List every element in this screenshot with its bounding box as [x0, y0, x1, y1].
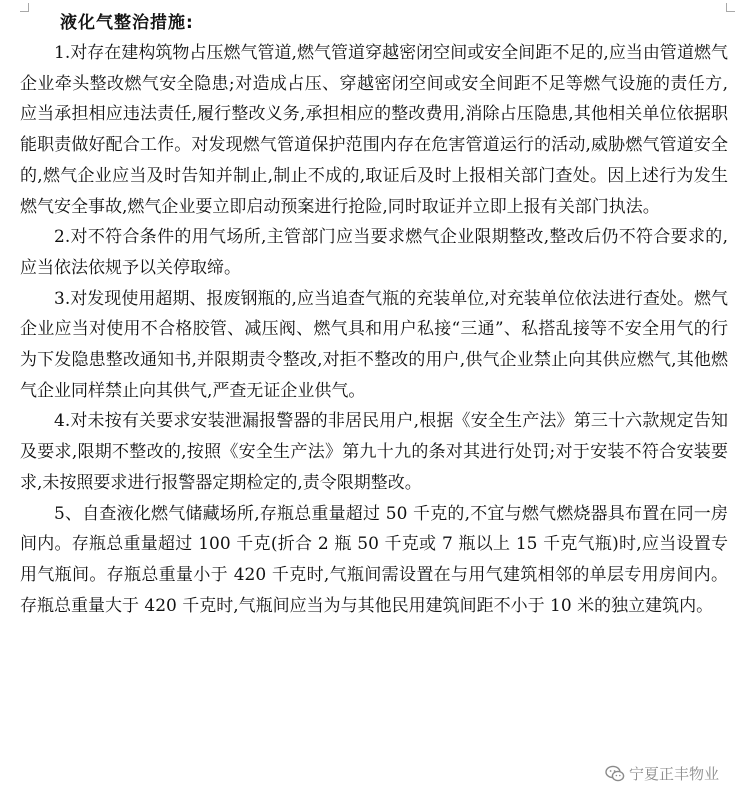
- wechat-icon: [605, 765, 625, 783]
- paragraph-4: 4.对未按有关要求安装泄漏报警器的非居民用户,根据《安全生产法》第三十六款规定告知及要求,限期不整改的,按照《安全生产法》第九十九的条对其进行处罚;对于安装不符合安装要求,未按照要求进行报警器定期检定的,责令限期整改。: [20, 411, 728, 493]
- margin-corner-mark: [726, 3, 735, 12]
- paragraph-3: 3.对发现使用超期、报废钢瓶的,应当追查气瓶的充装单位,对充装单位依法进行查处。燃气企业应当对使用不合格胶管、减压阀、燃气具和用户私接“三通”、私搭乱接等不安全用气的行为下发隐患整改通知书,并限期责令整改,对拒不整改的用户,供气企业禁止向其供应燃气,其他燃气企业同样禁止向其供气,严查无证企业供气。: [20, 288, 728, 401]
- paragraph-5: 5、自查液化燃气储藏场所,存瓶总重量超过 50 千克的,不宜与燃气燃烧器具布置在同一房间内。存瓶总重量超过 100 千克(折合 2 瓶 50 千克或 7 瓶以上 15 千克气瓶)时,应当设置专用气瓶间。存瓶总重量小于 420 千克时,气瓶间需设置在与用气建筑相邻的单层专用房间内。存瓶总重量大于 420 千克时,气瓶间应当为与其他民用建筑间距不小于 10 米的独立建筑内。: [20, 503, 728, 616]
- section-heading: 液化气整治措施:: [60, 13, 194, 33]
- watermark-text: 宁夏正丰物业: [628, 765, 719, 783]
- margin-corner-mark: [20, 3, 29, 12]
- paragraph-2: 2.对不符合条件的用气场所,主管部门应当要求燃气企业限期整改,整改后仍不符合要求的,应当依法依规予以关停取缔。: [20, 227, 728, 278]
- watermark: [605, 763, 719, 784]
- paragraph-1: 1.对存在建构筑物占压燃气管道,燃气管道穿越密闭空间或安全间距不足的,应当由管道燃气企业牵头整改燃气安全隐患;对造成占压、穿越密闭空间或安全间距不足等燃气设施的责任方,应当承担相应违法责任,履行整改义务,承担相应的整改费用,消除占压隐患,其他相关单位依据职能职责做好配合工作。对发现燃气管道保护范围内存在危害管道运行的活动,威胁燃气管道安全的,燃气企业应当及时告知并制止,制止不成的,取证后及时上报相关部门查处。因上述行为发生燃气安全事故,燃气企业要立即启动预案进行抢险,同时取证并立即上报有关部门执法。: [20, 43, 728, 217]
- document-body: [20, 38, 728, 621]
